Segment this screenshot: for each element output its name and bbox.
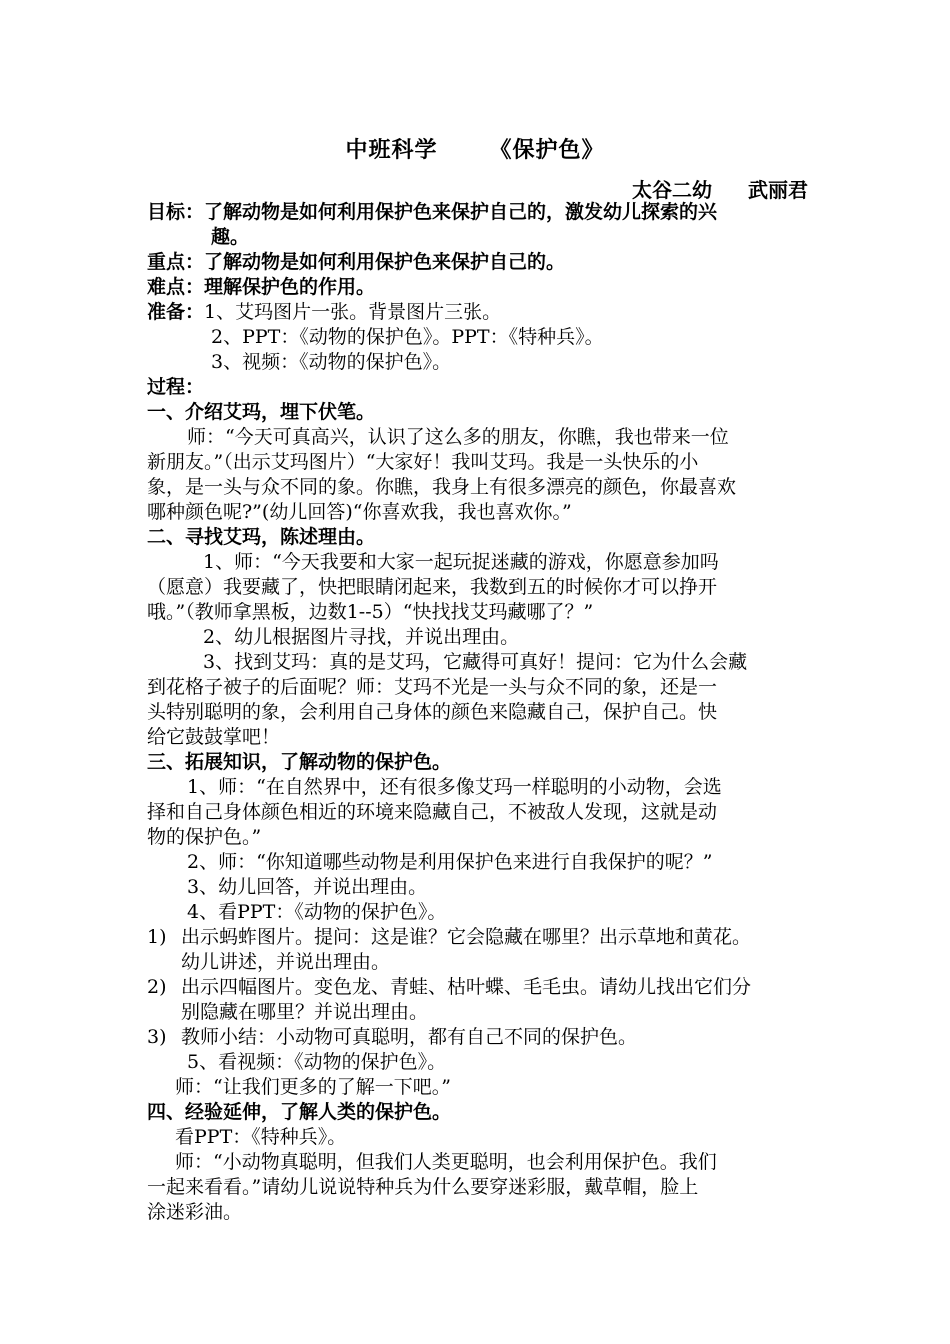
s2-p1-line: 1、师：“今天我要和大家一起玩捉迷藏的游戏，你愿意参加吗 — [203, 551, 719, 573]
list-text: 出示蚂蚱图片。提问：这是谁？它会隐藏在哪里？出示草地和黄花。 — [181, 926, 752, 948]
s2-p1-line: （愿意）我要藏了，快把眼睛闭起来，我数到五的时候你才可以挣开 — [147, 576, 718, 598]
s2-p3-line: 头特别聪明的象，会利用自己身体的颜色来隐藏自己，保护自己。快 — [147, 701, 718, 723]
prep-label: 准备： — [147, 301, 205, 323]
goal-text-1: 了解动物是如何利用保护色来保护自己的，激发幼儿探索的兴 — [204, 201, 718, 223]
section-2-heading: 二、寻找艾玛，陈述理由。 — [147, 526, 376, 548]
section-3-heading: 三、拓展知识，了解动物的保护色。 — [147, 751, 452, 773]
author-name: 武丽君 — [748, 178, 808, 202]
key-text: 了解动物是如何利用保护色来保护自己的。 — [204, 251, 566, 273]
key-label: 重点： — [147, 251, 205, 273]
s1-line: 新朋友。”（出示艾玛图片）“大家好！我叫艾玛。我是一头快乐的小 — [147, 451, 699, 473]
s2-p3-line: 给它鼓鼓掌吧！ — [147, 726, 281, 748]
page-title — [0, 133, 950, 164]
s1-line: 象，是一头与众不同的象。你瞧，我身上有很多漂亮的颜色，你最喜欢 — [147, 476, 737, 498]
s1-line: 哪种颜色呢?”(幼儿回答)“你喜欢我，我也喜欢你。” — [147, 501, 572, 523]
s3-p6-line: 师：“让我们更多的了解一下吧。” — [175, 1076, 451, 1098]
goal-label: 目标： — [147, 201, 205, 223]
s3-p1-line: 物的保护色。” — [147, 826, 262, 848]
s3-list-item-3 — [147, 1025, 817, 1050]
list-number: 1) — [147, 926, 167, 948]
prep-item-3: 3、视频：《动物的保护色》。 — [211, 351, 452, 373]
s3-list-item-2-cont: 别隐藏在哪里？并说出理由。 — [181, 1001, 429, 1023]
s3-p4-line: 4、看PPT：《动物的保护色》。 — [187, 901, 447, 923]
s2-p2-line: 2、幼儿根据图片寻找，并说出理由。 — [203, 626, 520, 648]
author-line — [632, 174, 808, 203]
section-1-heading: 一、介绍艾玛，埋下伏笔。 — [147, 401, 376, 423]
prep-item-1: 1、艾玛图片一张。背景图片三张。 — [204, 301, 502, 323]
s3-list-item-1 — [147, 925, 817, 950]
prep-item-2: 2、PPT：《动物的保护色》。PPT：《特种兵》。 — [211, 326, 604, 348]
document-body — [147, 200, 817, 1225]
s3-list-item-1-cont: 幼儿讲述，并说出理由。 — [181, 951, 391, 973]
prep-line-1 — [147, 300, 817, 325]
prep-line-3 — [147, 350, 817, 375]
section-4-heading: 四、经验延伸，了解人类的保护色。 — [147, 1101, 452, 1123]
s3-p1-line: 1、师：“在自然界中，还有很多像艾玛一样聪明的小动物，会选 — [187, 776, 722, 798]
list-number: 2) — [147, 976, 167, 998]
s3-p5-line: 5、看视频：《动物的保护色》。 — [187, 1051, 447, 1073]
s4-p2-line: 师：“小动物真聪明，但我们人类更聪明，也会利用保护色。我们 — [175, 1151, 717, 1173]
goal-line — [147, 200, 817, 225]
title-topic: 《保护色》 — [489, 138, 605, 163]
prep-line-2 — [147, 325, 817, 350]
s4-p1-line: 看PPT：《特种兵》。 — [175, 1126, 347, 1148]
s2-p1-line: 哦。”（教师拿黑板，边数1--5）“快找找艾玛藏哪了？” — [147, 601, 594, 623]
s4-p2-line: 一起来看看。”请幼儿说说特种兵为什么要穿迷彩服，戴草帽，脸上 — [147, 1176, 699, 1198]
key-line — [147, 250, 817, 275]
title-subject: 中班科学 — [345, 138, 438, 163]
school-name: 太谷二幼 — [632, 178, 712, 202]
s1-line: 师：“今天可真高兴，认识了这么多的朋友，你瞧，我也带来一位 — [187, 426, 729, 448]
s3-p3-line: 3、幼儿回答，并说出理由。 — [187, 876, 428, 898]
s3-p2-line: 2、师：“你知道哪些动物是利用保护色来进行自我保护的呢？” — [187, 851, 713, 873]
process-label: 过程： — [147, 376, 205, 398]
list-text: 教师小结：小动物可真聪明，都有自己不同的保护色。 — [181, 1026, 638, 1048]
goal-line-2 — [147, 225, 817, 250]
difficulty-label: 难点： — [147, 276, 205, 298]
list-text: 出示四幅图片。变色龙、青蛙、枯叶蝶、毛毛虫。请幼儿找出它们分 — [181, 976, 752, 998]
s3-list-item-2 — [147, 975, 817, 1000]
difficulty-text: 理解保护色的作用。 — [204, 276, 376, 298]
difficulty-line — [147, 275, 817, 300]
s3-p1-line: 择和自己身体颜色相近的环境来隐藏自己，不被敌人发现，这就是动 — [147, 801, 718, 823]
list-number: 3) — [147, 1026, 167, 1048]
s2-p3-line: 3、找到艾玛：真的是艾玛，它藏得可真好！提问：它为什么会藏 — [203, 651, 748, 673]
s2-p3-line: 到花格子被子的后面呢？师：艾玛不光是一头与众不同的象，还是一 — [147, 676, 718, 698]
s4-p2-line: 涂迷彩油。 — [147, 1201, 243, 1223]
goal-text-2: 趣。 — [211, 226, 250, 248]
